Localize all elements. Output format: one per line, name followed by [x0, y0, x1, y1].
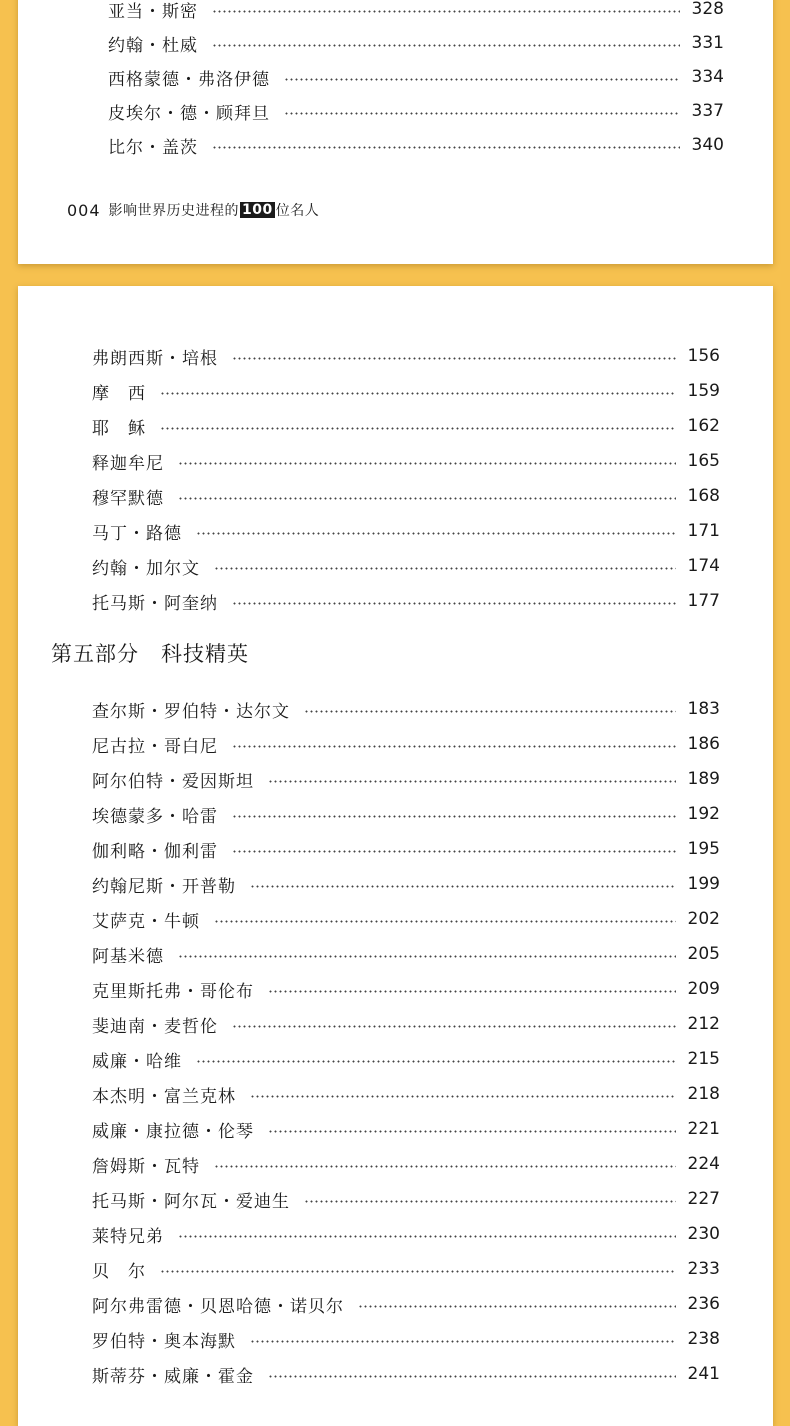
- toc-entry: [92, 587, 720, 615]
- toc-entry: [92, 905, 720, 933]
- toc-entry-name: 托马斯・阿奎纳: [92, 593, 218, 614]
- leader-dots: [358, 1305, 676, 1308]
- leader-dots: [212, 44, 680, 47]
- toc-entry-page: 334: [691, 67, 724, 87]
- toc-entry-page: 171: [687, 521, 720, 541]
- toc-entry-page: 328: [691, 0, 724, 19]
- toc-entry-name: 亚当・斯密: [108, 1, 198, 22]
- toc-entry: [92, 765, 720, 793]
- leader-dots: [284, 112, 680, 115]
- toc-entry: [92, 730, 720, 758]
- toc-entry-name: 伽利略・伽利雷: [92, 841, 218, 862]
- toc-entry-page: 168: [687, 486, 720, 506]
- leader-dots: [232, 745, 676, 748]
- toc-entry: [108, 131, 724, 159]
- footer-title-before: 影响世界历史进程的: [108, 203, 240, 219]
- leader-dots: [250, 885, 676, 888]
- leader-dots: [232, 850, 676, 853]
- toc-page-top: [18, 0, 773, 264]
- toc-entry-page: 221: [687, 1119, 720, 1139]
- toc-entry: [92, 835, 720, 863]
- leader-dots: [232, 1025, 676, 1028]
- toc-entry-name: 克里斯托弗・哥伦布: [92, 981, 254, 1002]
- toc-entry: [92, 1115, 720, 1143]
- toc-entry-page: 215: [687, 1049, 720, 1069]
- toc-entry-name: 埃德蒙多・哈雷: [92, 806, 218, 827]
- toc-entry-name: 查尔斯・罗伯特・达尔文: [92, 701, 290, 722]
- toc-entry-page: 189: [687, 769, 720, 789]
- toc-entry-page: 337: [691, 101, 724, 121]
- leader-dots: [250, 1095, 676, 1098]
- toc-entry-page: 227: [687, 1189, 720, 1209]
- toc-entry-page: 186: [687, 734, 720, 754]
- toc-entry-name: 威廉・康拉德・伦琴: [92, 1121, 254, 1142]
- leader-dots: [304, 710, 676, 713]
- toc-entry: [92, 1360, 720, 1388]
- toc-entry: [108, 29, 724, 57]
- leader-dots: [196, 1060, 676, 1063]
- toc-entry: [92, 1290, 720, 1318]
- leader-dots: [178, 955, 676, 958]
- toc-entry-page: 159: [687, 381, 720, 401]
- toc-entry-name: 威廉・哈维: [92, 1051, 182, 1072]
- leader-dots: [214, 567, 676, 570]
- toc-entry-page: 183: [687, 699, 720, 719]
- leader-dots: [178, 1235, 676, 1238]
- leader-dots: [232, 602, 676, 605]
- toc-entry: [108, 63, 724, 91]
- leader-dots: [212, 10, 680, 13]
- toc-entry-name: 弗朗西斯・培根: [92, 348, 218, 369]
- toc-entry: [92, 1255, 720, 1283]
- toc-entry-name: 莱特兄弟: [92, 1226, 164, 1247]
- toc-entry: [92, 940, 720, 968]
- toc-entry-page: 174: [687, 556, 720, 576]
- leader-dots: [232, 815, 676, 818]
- leader-dots: [160, 392, 676, 395]
- toc-entry-page: 177: [687, 591, 720, 611]
- toc-entry-page: 202: [687, 909, 720, 929]
- toc-entry-page: 218: [687, 1084, 720, 1104]
- toc-entry: [92, 342, 720, 370]
- toc-entry-name: 摩 西: [92, 383, 146, 404]
- toc-entry-name: 尼古拉・哥白尼: [92, 736, 218, 757]
- leader-dots: [268, 780, 676, 783]
- leader-dots: [178, 497, 676, 500]
- toc-entry-page: 156: [687, 346, 720, 366]
- leader-dots: [284, 78, 680, 81]
- toc-entry-page: 230: [687, 1224, 720, 1244]
- toc-entry-page: 212: [687, 1014, 720, 1034]
- toc-entry-name: 本杰明・富兰克林: [92, 1086, 236, 1107]
- toc-entry-name: 托马斯・阿尔瓦・爱迪生: [92, 1191, 290, 1212]
- toc-entry-name: 马丁・路德: [92, 523, 182, 544]
- toc-entry: [92, 552, 720, 580]
- toc-entry: [92, 800, 720, 828]
- toc-entry-name: 艾萨克・牛顿: [92, 911, 200, 932]
- toc-entry: [108, 97, 724, 125]
- toc-entry-page: 331: [691, 33, 724, 53]
- toc-entry-page: 236: [687, 1294, 720, 1314]
- toc-entry: [92, 1150, 720, 1178]
- leader-dots: [212, 146, 680, 149]
- toc-entry-page: 340: [691, 135, 724, 155]
- toc-entry: [92, 1325, 720, 1353]
- toc-entry-name: 约翰・加尔文: [92, 558, 200, 579]
- footer-title-highlight: 100: [242, 202, 273, 218]
- toc-entry: [92, 1045, 720, 1073]
- toc-entry-name: 阿基米德: [92, 946, 164, 967]
- toc-entry: [92, 447, 720, 475]
- leader-dots: [268, 1375, 676, 1378]
- toc-entry-page: 192: [687, 804, 720, 824]
- toc-entry-name: 阿尔弗雷德・贝恩哈德・诺贝尔: [92, 1296, 344, 1317]
- toc-entry-page: 195: [687, 839, 720, 859]
- footer-page-number: 004: [67, 200, 101, 220]
- toc-entry-page: 238: [687, 1329, 720, 1349]
- leader-dots: [232, 357, 676, 360]
- toc-entry-name: 释迦牟尼: [92, 453, 164, 474]
- toc-entry: [92, 1010, 720, 1038]
- leader-dots: [268, 1130, 676, 1133]
- footer-title-after: 位名人: [275, 203, 320, 219]
- toc-entry-page: 165: [687, 451, 720, 471]
- leader-dots: [250, 1340, 676, 1343]
- toc-entry-name: 穆罕默德: [92, 488, 164, 509]
- section-heading: 第五部分 科技精英: [51, 642, 249, 666]
- toc-entry-page: 233: [687, 1259, 720, 1279]
- toc-entry-page: 199: [687, 874, 720, 894]
- page-footer: [67, 200, 319, 220]
- toc-entry: [92, 412, 720, 440]
- toc-page-bottom: [18, 286, 773, 1426]
- leader-dots: [160, 1270, 676, 1273]
- toc-entry: [92, 482, 720, 510]
- toc-entry: [108, 0, 724, 23]
- toc-entry-name: 贝 尔: [92, 1261, 146, 1282]
- toc-entry-name: 斐迪南・麦哲伦: [92, 1016, 218, 1037]
- toc-entry-name: 约翰・杜威: [108, 35, 198, 56]
- toc-entry-name: 约翰尼斯・开普勒: [92, 876, 236, 897]
- toc-entry-page: 241: [687, 1364, 720, 1384]
- toc-entry-name: 阿尔伯特・爱因斯坦: [92, 771, 254, 792]
- leader-dots: [214, 1165, 676, 1168]
- toc-entry: [92, 1220, 720, 1248]
- toc-entry-page: 205: [687, 944, 720, 964]
- leader-dots: [160, 427, 676, 430]
- toc-entry: [92, 1185, 720, 1213]
- toc-entry-name: 罗伯特・奥本海默: [92, 1331, 236, 1352]
- toc-entry: [92, 377, 720, 405]
- toc-entry: [92, 695, 720, 723]
- toc-entry-page: 209: [687, 979, 720, 999]
- toc-entry-name: 斯蒂芬・威廉・霍金: [92, 1366, 254, 1387]
- toc-entry: [92, 870, 720, 898]
- toc-entry-page: 162: [687, 416, 720, 436]
- toc-entry-name: 耶 稣: [92, 418, 146, 439]
- leader-dots: [214, 920, 676, 923]
- toc-entry: [92, 975, 720, 1003]
- leader-dots: [196, 532, 676, 535]
- leader-dots: [304, 1200, 676, 1203]
- toc-entry-page: 224: [687, 1154, 720, 1174]
- toc-entry: [92, 1080, 720, 1108]
- toc-entry-name: 比尔・盖茨: [108, 137, 198, 158]
- leader-dots: [178, 462, 676, 465]
- leader-dots: [268, 990, 676, 993]
- toc-entry-name: 詹姆斯・瓦特: [92, 1156, 200, 1177]
- toc-entry-name: 皮埃尔・德・顾拜旦: [108, 103, 270, 124]
- toc-entry-name: 西格蒙德・弗洛伊德: [108, 69, 270, 90]
- toc-entry: [92, 517, 720, 545]
